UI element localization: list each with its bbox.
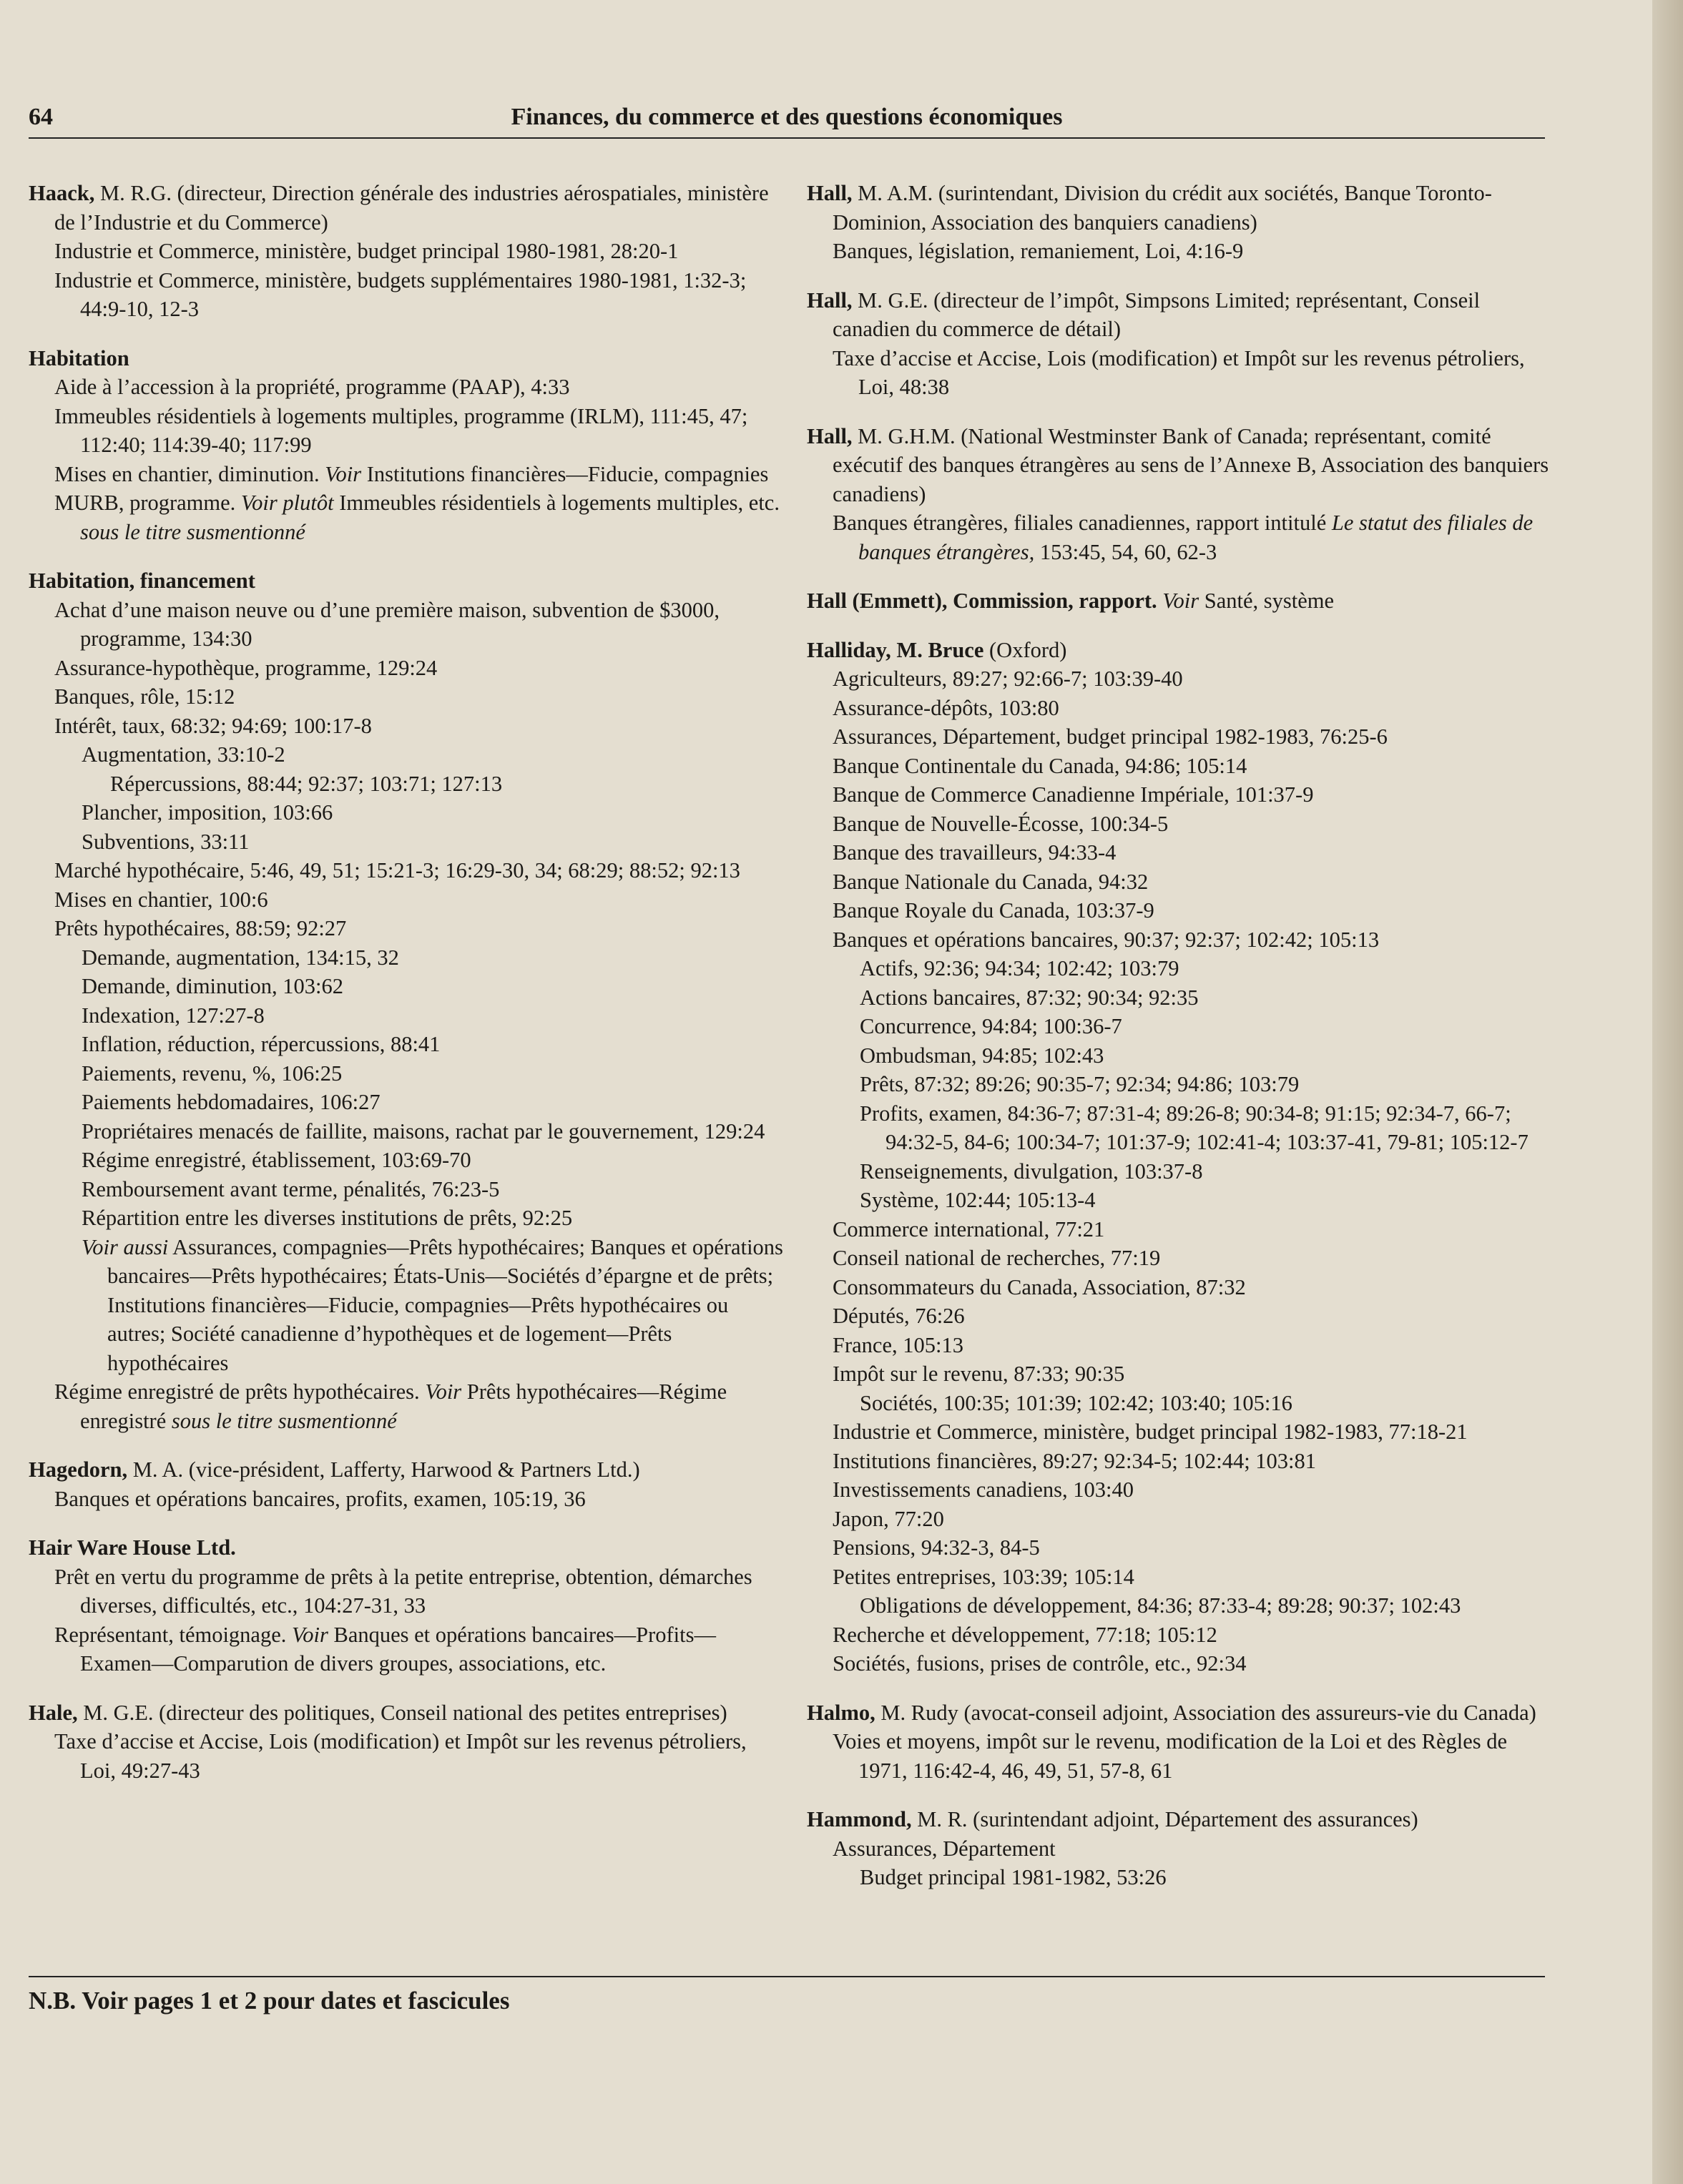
index-entry-hale (29, 1698, 787, 1786)
running-head: Finances, du commerce et des questions économiques (511, 104, 1063, 130)
subentry: Marché hypothécaire, 5:46, 49, 51; 15:21-3; 16:29-30, 34; 68:29; 88:52; 92:13 (54, 858, 740, 882)
index-entry-hall-am (807, 179, 1558, 266)
subentry: Demande, augmentation, 134:15, 32 (82, 945, 399, 970)
subentry: Mises en chantier, 100:6 (54, 887, 268, 912)
subentry-text: Banques étrangères, filiales canadiennes, rapport intitulé (833, 511, 1332, 535)
subentry: Budget principal 1981-1982, 53:26 (860, 1865, 1167, 1889)
index-entry-hall-ge (807, 286, 1558, 402)
subentry: Agriculteurs, 89:27; 92:66-7; 103:39-40 (833, 666, 1183, 691)
subentry: Prêts, 87:32; 89:26; 90:35-7; 92:34; 94:86; 103:79 (860, 1072, 1300, 1096)
subentry: Inflation, réduction, répercussions, 88:41 (82, 1032, 441, 1056)
subentry: Assurance-dépôts, 103:80 (833, 695, 1059, 720)
subentry: Paiements, revenu, %, 106:25 (82, 1061, 343, 1086)
subentry (29, 1620, 787, 1678)
entry-name: Hammond, (807, 1807, 912, 1831)
entry-heading (29, 566, 787, 596)
cross-reference: Voir (292, 1622, 328, 1647)
index-entry-hall-ghm (807, 422, 1558, 567)
subentry: Obligations de développement, 84:36; 87:33-4; 89:28; 90:37; 102:43 (860, 1593, 1461, 1618)
entry-heading (29, 179, 787, 237)
subentry: Japon, 77:20 (833, 1506, 944, 1531)
entry-name: Habitation (29, 345, 129, 370)
entry-name: Hagedorn, (29, 1457, 128, 1482)
entry-name: Hall (Emmett), Commission, rapport. (807, 589, 1157, 613)
subentry-text: Prêts hypothécaires—Régime enregistré (80, 1379, 727, 1433)
page-edge (1652, 0, 1683, 2184)
subentry-text: Institutions financières—Fiducie, compagnies (361, 461, 769, 486)
entry-heading (29, 1455, 787, 1485)
subentry: Remboursement avant terme, pénalités, 76:23-5 (82, 1176, 500, 1201)
index-entry-habitation-financement (29, 566, 787, 1435)
subentry: Paiements hebdomadaires, 106:27 (82, 1090, 381, 1114)
subentry-text: Banques et opérations bancaires—Profits—Examen—Comparution de divers groupes, associations, etc. (80, 1622, 716, 1676)
entry-description: M. G.H.M. (National Westminster Bank of Canada; représentant, comité exécutif des banques étrangères au sens de l’Annexe B, Association des banquiers canadiens) (833, 423, 1549, 506)
subentry: Actions bancaires, 87:32; 90:34; 92:35 (860, 985, 1199, 1010)
subentry (29, 1233, 787, 1378)
subentry: Achat d’une maison neuve ou d’une première maison, subvention de $3000, programme, 134:30 (54, 597, 720, 651)
subentry: Banque Continentale du Canada, 94:86; 105:14 (833, 753, 1247, 778)
subentry: Renseignements, divulgation, 103:37-8 (860, 1159, 1203, 1184)
subentry: Ombudsman, 94:85; 102:43 (860, 1043, 1104, 1068)
entry-description: M. Rudy (avocat-conseil adjoint, Association des assureurs-vie du Canada) (875, 1700, 1536, 1725)
subentry-text: Assurances, compagnies—Prêts hypothécaires; Banques et opérations bancaires—Prêts hypothécaires; États-Unis—Sociétés d’épargne et de prêts; Institutions financières—Fiducie, compagnies—Prêts hypothécaires ou autres; Société canadienne d’hypothèques et de logement—Prêts hypothécaires (107, 1234, 783, 1375)
index-entry-hall-emmett (807, 586, 1558, 616)
subentry: Commerce international, 77:21 (833, 1216, 1105, 1241)
subentry: Actifs, 92:36; 94:34; 102:42; 103:79 (860, 956, 1179, 980)
subentry: Répercussions, 88:44; 92:37; 103:71; 127:13 (110, 771, 503, 796)
entry-description: M. G.E. (directeur des politiques, Conseil national des petites entreprises) (77, 1700, 727, 1725)
entry-name: Hall, (807, 287, 853, 313)
subentry: Répartition entre les diverses institutions de prêts, 92:25 (82, 1206, 573, 1230)
subentry: Impôt sur le revenu, 87:33; 90:35 (833, 1362, 1125, 1386)
entry-description: Santé, système (1199, 589, 1335, 613)
footer-rule (29, 1976, 1545, 1977)
subentry: Banque de Nouvelle-Écosse, 100:34-5 (833, 811, 1169, 836)
subentry: Banques, législation, remaniement, Loi, 4:16-9 (833, 239, 1244, 263)
index-entry-halmo (807, 1698, 1558, 1786)
cross-reference: Voir plutôt (240, 491, 334, 515)
subentry (29, 1377, 787, 1435)
subentry: Immeubles résidentiels à logements multiples, programme (IRLM), 111:45, 47; 112:40; 114:39-40; 117:99 (54, 403, 748, 457)
cross-reference: Voir (1162, 589, 1199, 613)
subentry: Banque Royale du Canada, 103:37-9 (833, 898, 1154, 923)
subentry (807, 508, 1558, 566)
subentry: Recherche et développement, 77:18; 105:12 (833, 1622, 1217, 1647)
subentry: Prêt en vertu du programme de prêts à la petite entreprise, obtention, démarches diverses, difficultés, etc., 104:27-31, 33 (54, 1564, 752, 1618)
footer-note: N.B. Voir pages 1 et 2 pour dates et fascicules (29, 1987, 510, 2015)
index-entry-hagedorn (29, 1455, 787, 1513)
index-entry-hammond (807, 1805, 1558, 1892)
subentry: Régime enregistré, établissement, 103:69-70 (82, 1148, 471, 1172)
entry-name: Halliday, M. Bruce (807, 637, 984, 662)
subentry: France, 105:13 (833, 1332, 963, 1357)
subentry: Banque Nationale du Canada, 94:32 (833, 869, 1149, 894)
entry-heading (807, 422, 1558, 509)
subentry-list (807, 664, 1558, 1678)
subentry: Subventions, 33:11 (82, 829, 250, 854)
subentry: Petites entreprises, 103:39; 105:14 (833, 1564, 1134, 1589)
subentry: Assurances, Département (833, 1836, 1056, 1861)
subentry: Assurances, Département, budget principal 1982-1983, 76:25-6 (833, 724, 1388, 749)
subentry-text: Représentant, témoignage. (54, 1622, 293, 1647)
subentry-text: 153:45, 54, 60, 62-3 (1034, 539, 1217, 564)
index-entry-haack (29, 179, 787, 324)
subentry: Demande, diminution, 103:62 (82, 974, 343, 998)
entry-name: Hair Ware House Ltd. (29, 1535, 236, 1560)
subentry: Aide à l’accession à la propriété, programme (PAAP), 4:33 (54, 375, 570, 399)
subentry: Banques, rôle, 15:12 (54, 684, 235, 709)
report-title: Le statut des filiales de banques étrangères, (858, 511, 1534, 564)
subentry: Concurrence, 94:84; 100:36-7 (860, 1014, 1122, 1038)
subentry: Banques et opérations bancaires, 90:37; 92:37; 102:42; 105:13 (833, 927, 1380, 952)
subentry-text: Régime enregistré de prêts hypothécaires. (54, 1379, 426, 1404)
subentry: Taxe d’accise et Accise, Lois (modification) et Impôt sur les revenus pétroliers, Loi, 49:27-43 (54, 1729, 747, 1783)
subentry: Industrie et Commerce, ministère, budget principal 1980-1981, 28:20-1 (54, 239, 679, 263)
subentry: Investissements canadiens, 103:40 (833, 1477, 1134, 1502)
subentry: Pensions, 94:32-3, 84-5 (833, 1535, 1040, 1560)
subentry: Taxe d’accise et Accise, Lois (modification) et Impôt sur les revenus pétroliers, Loi, 48:38 (833, 345, 1525, 399)
subentry: Voies et moyens, impôt sur le revenu, modification de la Loi et des Règles de 1971, 116:42-4, 46, 49, 51, 57-8, 61 (833, 1729, 1508, 1783)
entry-heading (29, 1698, 787, 1728)
index-entry-habitation (29, 344, 787, 547)
subentry: Consommateurs du Canada, Association, 87:32 (833, 1274, 1246, 1299)
subentry: Profits, examen, 84:36-7; 87:31-4; 89:26-8; 90:34-8; 91:15; 92:34-7, 66-7; 94:32-5, 84-6; 100:34-7; 101:37-9; 102:41-4; 103:37-41, 79-81; 105:12-7 (860, 1101, 1529, 1154)
entry-name: Habitation, financement (29, 569, 255, 593)
subentry: Banques et opérations bancaires, profits, examen, 105:19, 36 (54, 1486, 586, 1511)
subentry: Indexation, 127:27-8 (82, 1003, 265, 1028)
header-rule (29, 137, 1545, 139)
subentry: Sociétés, 100:35; 101:39; 102:42; 103:40; 105:16 (860, 1390, 1292, 1415)
subentry-text: Immeubles résidentiels à logements multiples, etc. (333, 491, 780, 515)
subentry: Plancher, imposition, 103:66 (82, 800, 333, 825)
entry-name: Hall, (807, 423, 853, 448)
entry-heading (807, 179, 1558, 237)
entry-description: M. G.E. (directeur de l’impôt, Simpsons Limited; représentant, Conseil canadien du commerce de détail) (833, 287, 1481, 341)
entry-name: Haack, (29, 181, 95, 205)
subentry-text: MURB, programme. (54, 491, 241, 515)
subentry: Système, 102:44; 105:13-4 (860, 1188, 1096, 1212)
entry-name: Hall, (807, 181, 853, 205)
cross-reference-note: sous le titre susmentionné (171, 1408, 397, 1433)
entry-heading (807, 636, 1558, 665)
subentry (29, 488, 787, 546)
entry-heading (807, 286, 1558, 344)
subentry: Industrie et Commerce, ministère, budget principal 1982-1983, 77:18-21 (833, 1420, 1468, 1444)
cross-reference-note: sous le titre susmentionné (80, 519, 305, 544)
subentry-text: Mises en chantier, diminution. (54, 461, 325, 486)
entry-heading (29, 344, 787, 373)
subentry: Industrie et Commerce, ministère, budgets supplémentaires 1980-1981, 1:32-3; 44:9-10, 12-3 (54, 267, 747, 321)
index-entry-hair-ware-house (29, 1533, 787, 1678)
subentry: Intérêt, taux, 68:32; 94:69; 100:17-8 (54, 713, 372, 738)
entry-heading (807, 1698, 1558, 1728)
entry-description: M. A. (vice-président, Lafferty, Harwood & Partners Ltd.) (127, 1457, 640, 1482)
right-column (807, 179, 1558, 1912)
subentry: Prêts hypothécaires, 88:59; 92:27 (54, 916, 347, 940)
entry-description: M. R. (surintendant adjoint, Département des assurances) (911, 1807, 1418, 1831)
entry-heading (807, 586, 1558, 616)
cross-reference: Voir aussi (82, 1234, 169, 1259)
page-header (29, 104, 1545, 138)
entry-heading (807, 1805, 1558, 1834)
subentry: Banque des travailleurs, 94:33-4 (833, 840, 1117, 865)
subentry: Banque de Commerce Canadienne Impériale, 101:37-9 (833, 782, 1314, 807)
page-number: 64 (29, 104, 53, 130)
subentry: Assurance-hypothèque, programme, 129:24 (54, 655, 438, 680)
subentry (29, 460, 787, 489)
index-entry-halliday (807, 636, 1558, 1678)
entry-description: M. R.G. (directeur, Direction générale des industries aérospatiales, ministère de l’Industrie et du Commerce) (54, 181, 769, 235)
subentry: Institutions financières, 89:27; 92:34-5; 102:44; 103:81 (833, 1448, 1317, 1473)
entry-name: Halmo, (807, 1700, 875, 1725)
entry-name: Hale, (29, 1700, 78, 1725)
left-column (29, 179, 787, 1805)
subentry: Sociétés, fusions, prises de contrôle, etc., 92:34 (833, 1651, 1247, 1676)
subentry: Propriétaires menacés de faillite, maisons, rachat par le gouvernement, 129:24 (82, 1118, 765, 1143)
subentry: Augmentation, 33:10-2 (82, 742, 285, 767)
cross-reference: Voir (425, 1379, 462, 1404)
entry-description: M. A.M. (surintendant, Division du crédit aux sociétés, Banque Toronto-Dominion, Association des banquiers canadiens) (833, 181, 1492, 235)
entry-description: (Oxford) (983, 637, 1067, 662)
subentry: Conseil national de recherches, 77:19 (833, 1246, 1161, 1270)
subentry: Députés, 76:26 (833, 1304, 965, 1328)
cross-reference: Voir (325, 461, 362, 486)
entry-heading (29, 1533, 787, 1563)
